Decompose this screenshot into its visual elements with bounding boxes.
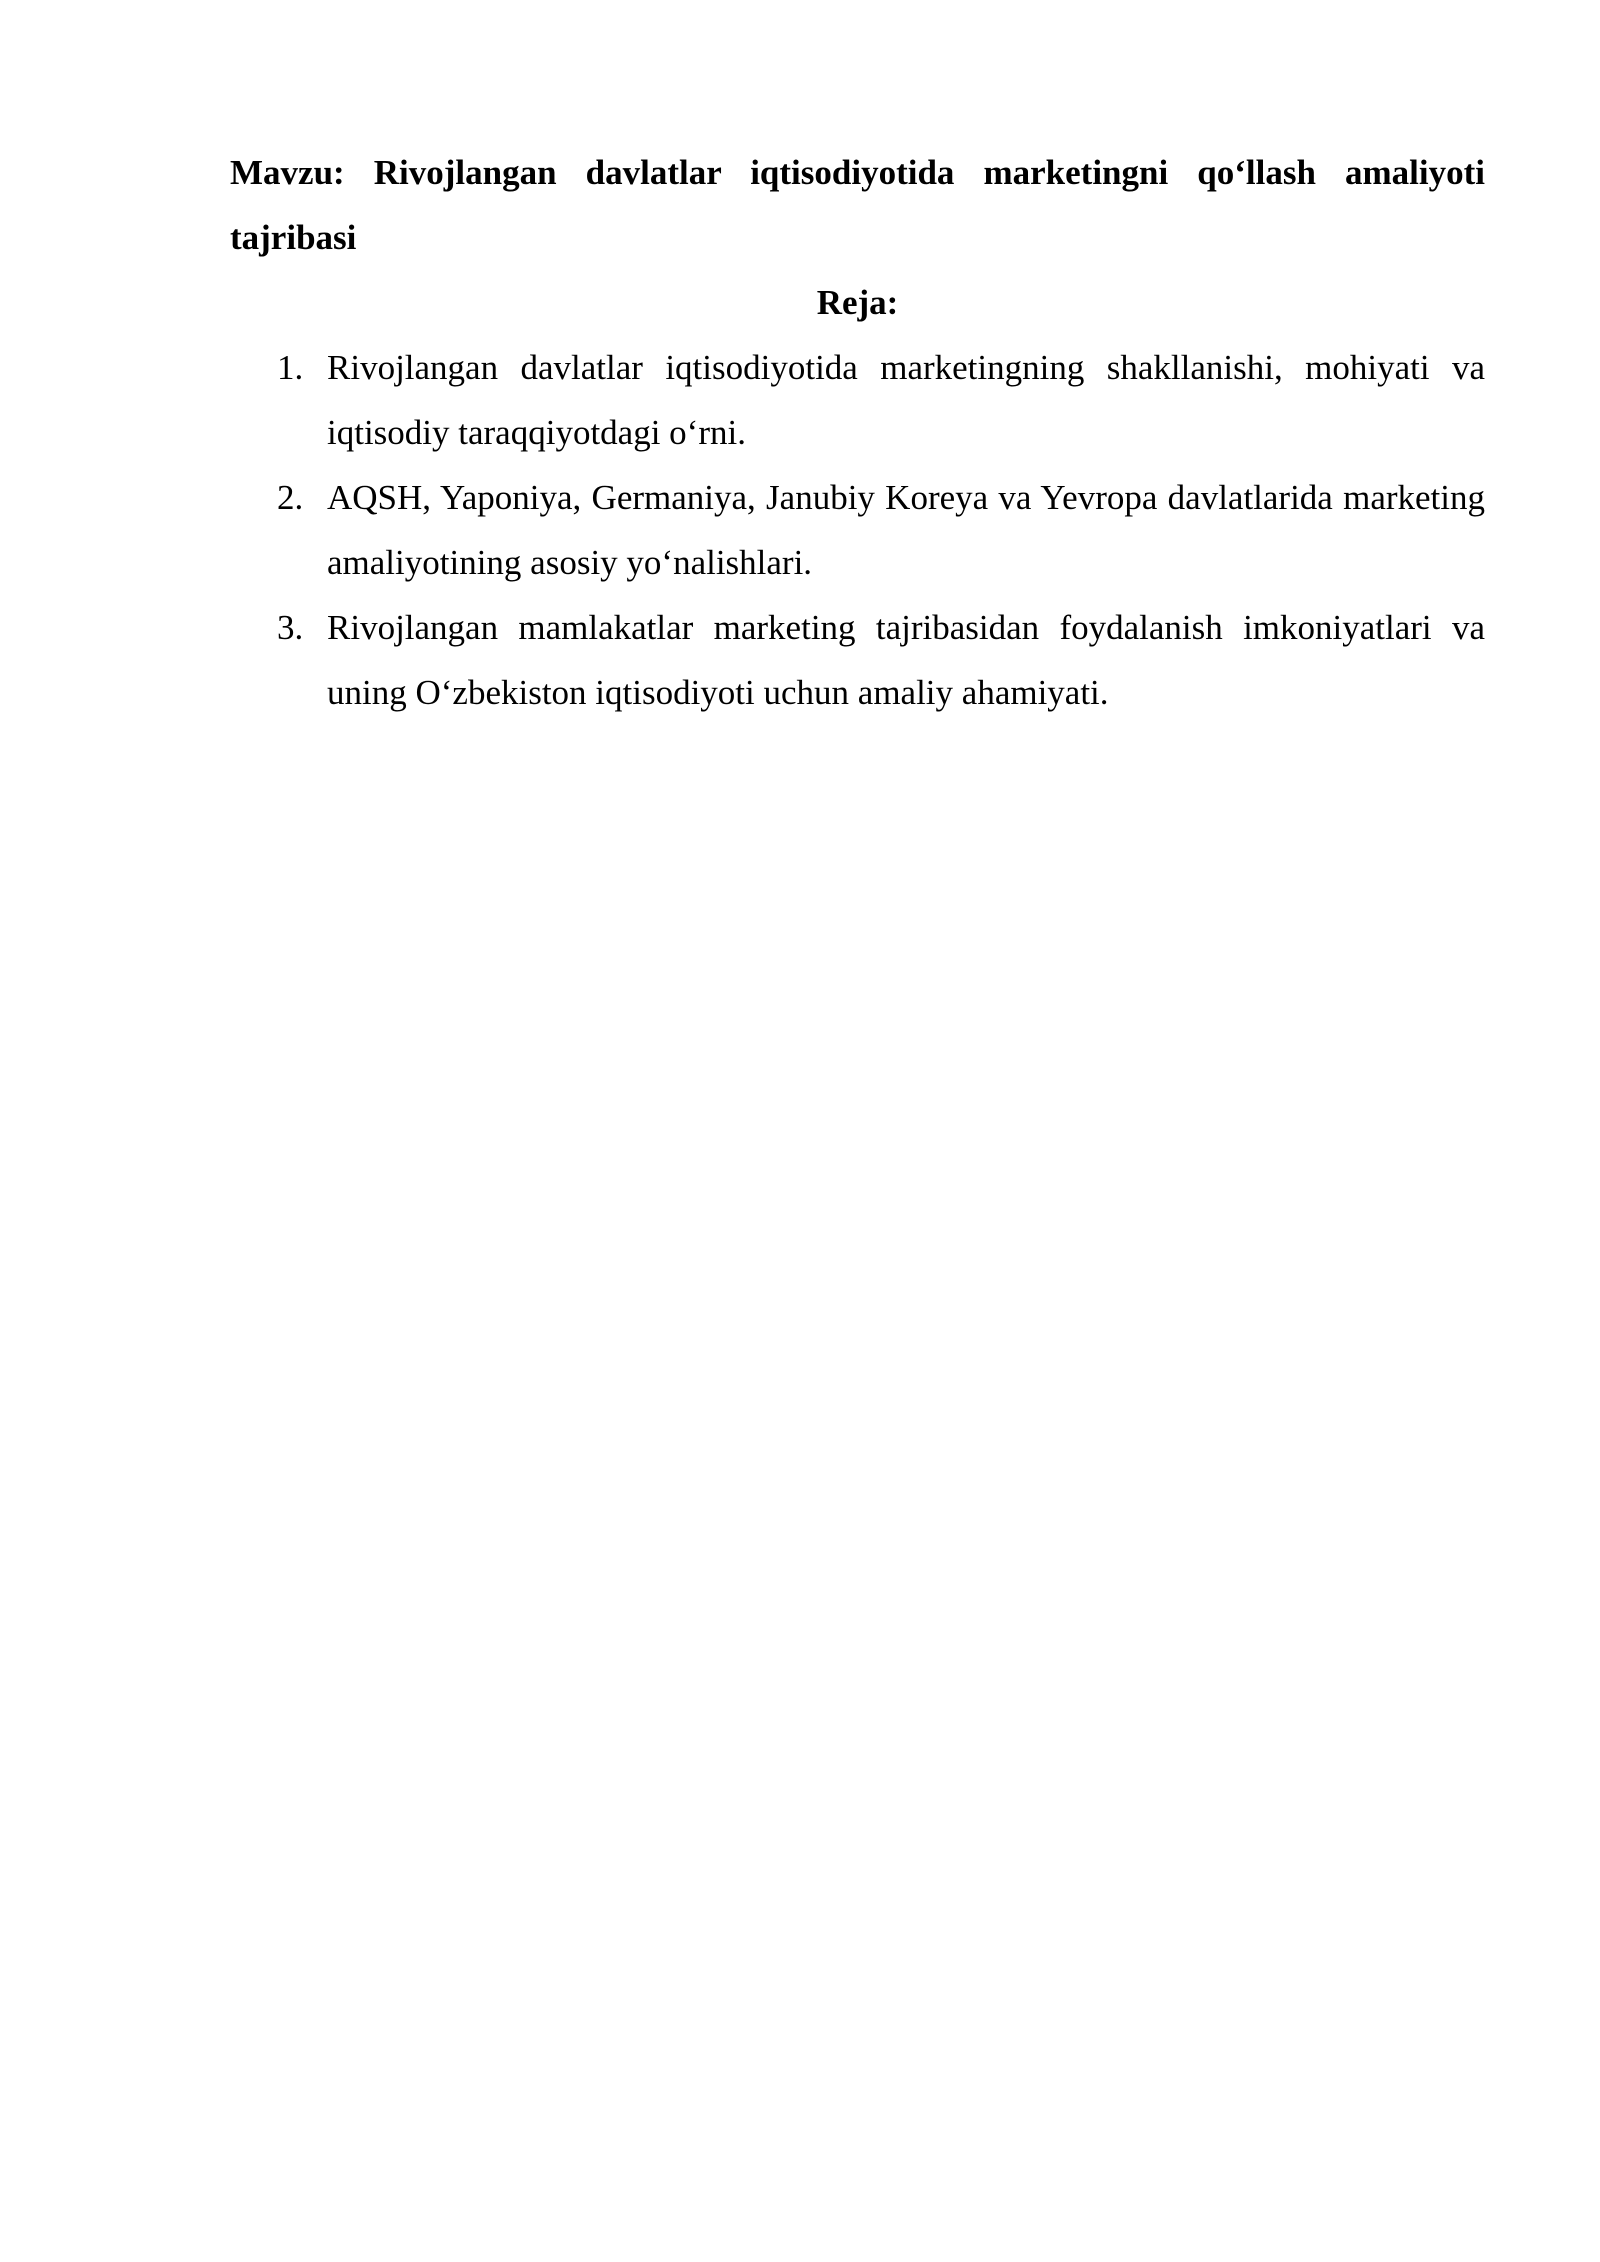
plan-heading: Reja:	[816, 283, 899, 322]
document-title: Mavzu: Rivojlangan davlatlar iqtisodiyotida marketingni qo‘llash amaliyoti tajribasi	[230, 153, 1485, 257]
document-page	[230, 140, 1485, 725]
plan-item	[230, 335, 1485, 465]
plan-list	[230, 335, 1485, 725]
plan-item-text: AQSH, Yaponiya, Germaniya, Janubiy Koreya va Yevropa davlatlarida marketing amaliyotining asosiy yo‘nalishlari.	[327, 478, 1485, 582]
plan-item-number: 2.	[277, 478, 304, 517]
plan-item-text: Rivojlangan davlatlar iqtisodiyotida marketingning shakllanishi, mohiyati va iqtisodiy taraqqiyotdagi o‘rni.	[327, 348, 1485, 452]
plan-item	[230, 465, 1485, 595]
plan-item-number: 1.	[277, 348, 304, 387]
plan-item-number: 3.	[277, 608, 304, 647]
plan-item	[230, 595, 1485, 725]
plan-item-text: Rivojlangan mamlakatlar marketing tajribasidan foydalanish imkoniyatlari va uning O‘zbekiston iqtisodiyoti uchun amaliy ahamiyati.	[327, 608, 1485, 712]
